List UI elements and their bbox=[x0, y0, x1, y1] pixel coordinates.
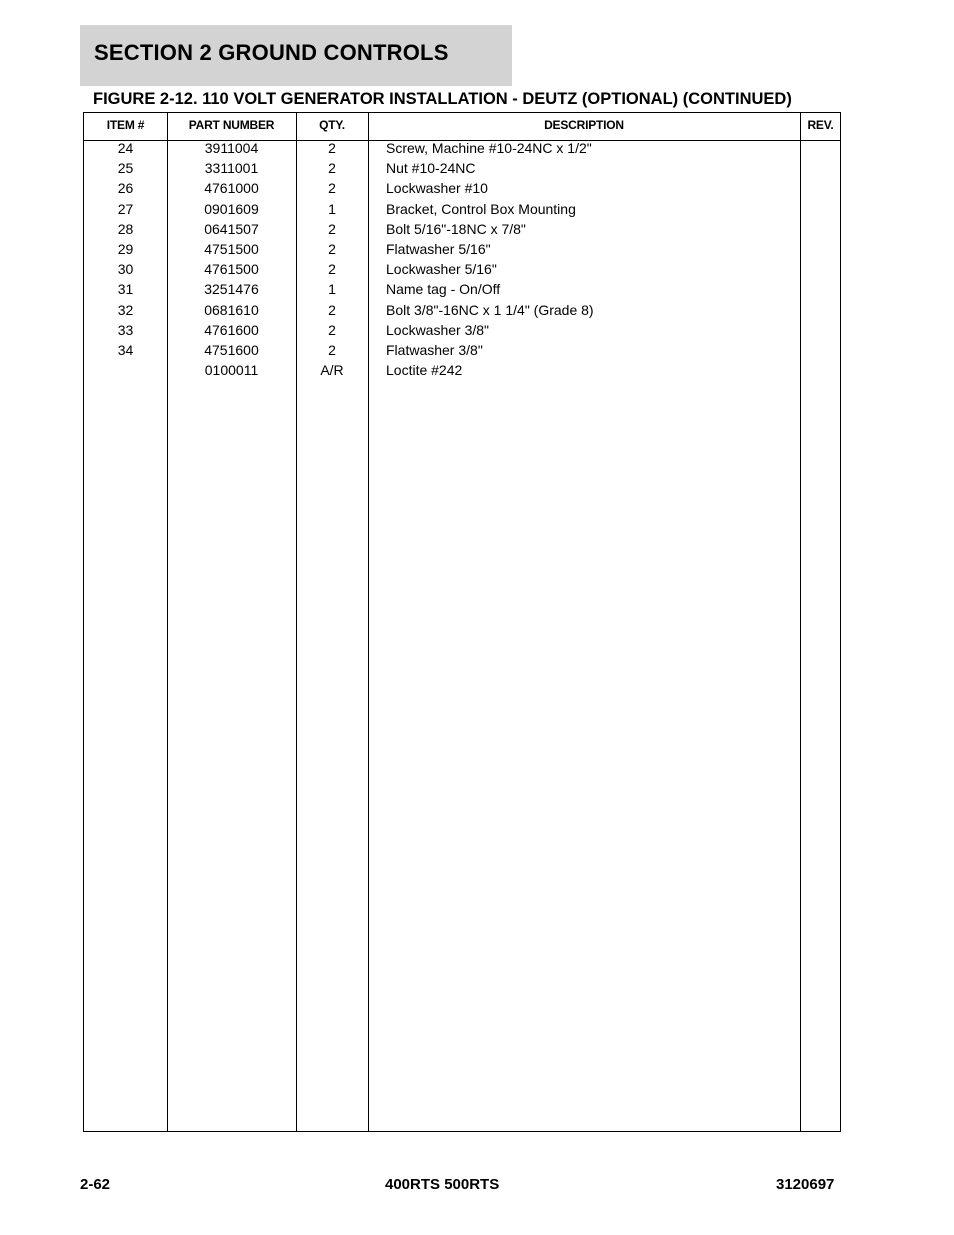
part-number: 0100011 bbox=[204, 362, 259, 379]
description: Flatwasher 3/8" bbox=[386, 341, 483, 358]
item-number: 29 bbox=[117, 240, 134, 257]
header-description: DESCRIPTION bbox=[544, 118, 624, 132]
table-row bbox=[84, 322, 840, 342]
part-number: 3251476 bbox=[204, 281, 259, 298]
part-number: 4761600 bbox=[204, 321, 259, 338]
description: Bolt 3/8"-16NC x 1 1/4" (Grade 8) bbox=[386, 301, 594, 318]
header-rev: REV. bbox=[807, 118, 834, 132]
part-number: 4761500 bbox=[204, 261, 259, 278]
item-number: 27 bbox=[117, 200, 134, 217]
quantity: 2 bbox=[328, 220, 336, 237]
table-row bbox=[84, 261, 840, 281]
header-item: ITEM # bbox=[106, 118, 145, 132]
item-number: 31 bbox=[117, 281, 134, 298]
quantity: 1 bbox=[328, 281, 336, 298]
header-part-number: PART NUMBER bbox=[188, 118, 275, 132]
part-number: 4751600 bbox=[204, 341, 259, 358]
part-number: 4761000 bbox=[204, 180, 259, 197]
part-number: 0681610 bbox=[204, 301, 259, 318]
table-row bbox=[84, 201, 840, 221]
part-number: 3311001 bbox=[204, 160, 259, 177]
item-number: 25 bbox=[117, 160, 134, 177]
description: Screw, Machine #10-24NC x 1/2" bbox=[386, 140, 592, 156]
model-name: 400RTS 500RTS bbox=[385, 1176, 500, 1193]
quantity: 2 bbox=[328, 261, 336, 278]
header-qty: QTY. bbox=[319, 118, 345, 132]
item-number: 26 bbox=[117, 180, 134, 197]
table-row bbox=[84, 302, 840, 322]
part-number: 0901609 bbox=[204, 200, 259, 217]
quantity: 2 bbox=[328, 140, 336, 156]
table-body bbox=[84, 140, 840, 382]
quantity: 2 bbox=[328, 301, 336, 318]
description: Bolt 5/16"-18NC x 7/8" bbox=[386, 220, 526, 237]
figure-title: FIGURE 2-12. 110 VOLT GENERATOR INSTALLATION - DEUTZ (OPTIONAL) (CONTINUED) bbox=[93, 90, 792, 108]
item-number: 24 bbox=[117, 140, 134, 156]
table-row bbox=[84, 241, 840, 261]
quantity: A/R bbox=[320, 362, 344, 379]
item-number: 28 bbox=[117, 220, 134, 237]
parts-table bbox=[83, 112, 841, 1132]
quantity: 2 bbox=[328, 341, 336, 358]
section-title: SECTION 2 GROUND CONTROLS bbox=[94, 40, 449, 65]
part-number: 3911004 bbox=[204, 140, 259, 156]
quantity: 1 bbox=[328, 200, 336, 217]
quantity: 2 bbox=[328, 321, 336, 338]
part-number: 4751500 bbox=[204, 240, 259, 257]
item-number: 34 bbox=[117, 341, 134, 358]
item-number: 30 bbox=[117, 261, 134, 278]
table-row bbox=[84, 281, 840, 301]
table-row bbox=[84, 362, 840, 382]
table-row bbox=[84, 140, 840, 160]
description: Lockwasher #10 bbox=[386, 180, 488, 197]
description: Lockwasher 5/16" bbox=[386, 261, 497, 278]
description: Bracket, Control Box Mounting bbox=[386, 200, 576, 217]
document-number: 3120697 bbox=[776, 1176, 835, 1193]
table-row bbox=[84, 342, 840, 362]
description: Nut #10-24NC bbox=[386, 160, 476, 177]
description: Lockwasher 3/8" bbox=[386, 321, 490, 338]
description: Name tag - On/Off bbox=[386, 281, 501, 298]
table-row bbox=[84, 180, 840, 200]
page-number: 2-62 bbox=[80, 1176, 111, 1193]
item-number: 32 bbox=[117, 301, 134, 318]
quantity: 2 bbox=[328, 240, 336, 257]
table-row bbox=[84, 160, 840, 180]
quantity: 2 bbox=[328, 180, 336, 197]
description: Flatwasher 5/16" bbox=[386, 240, 491, 257]
table-row bbox=[84, 221, 840, 241]
description: Loctite #242 bbox=[386, 362, 463, 379]
quantity: 2 bbox=[328, 160, 336, 177]
item-number: 33 bbox=[117, 321, 134, 338]
part-number: 0641507 bbox=[204, 220, 259, 237]
